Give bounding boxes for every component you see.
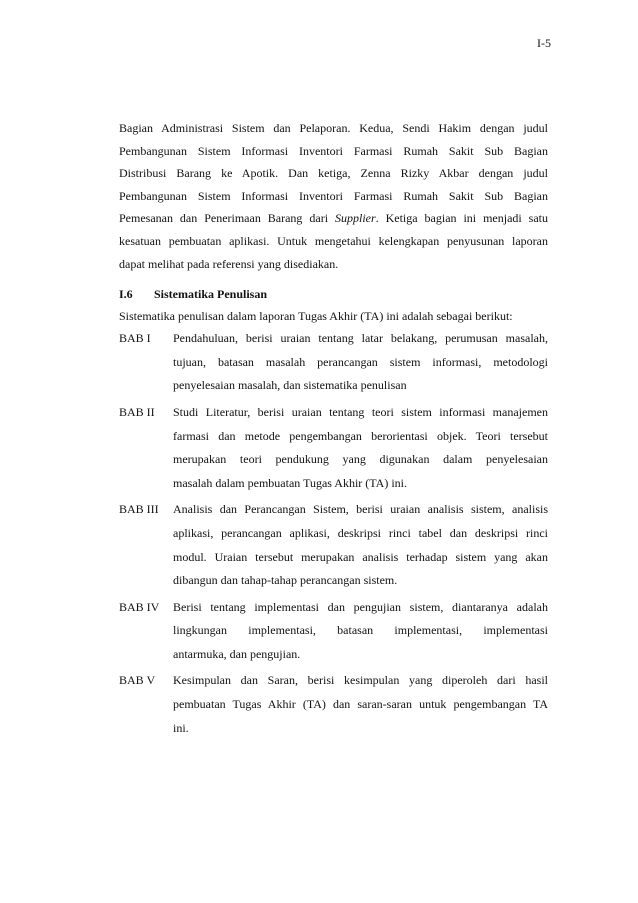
intro-line: Pembangunan Sistem Informasi Inventori Farmasi Rumah Sakit Sub Bagian — [119, 143, 548, 158]
intro-line-text: Pemesanan dan Penerimaan Barang dari — [119, 211, 335, 226]
chapter-line: Studi Literatur, berisi uraian tentang teori sistem informasi manajemen — [173, 404, 548, 419]
chapter-description — [173, 401, 548, 495]
chapter-line: dibangun dan tahap-tahap perancangan sistem. — [173, 573, 398, 588]
page-content — [119, 117, 548, 740]
intro-line: Pembangunan Sistem Informasi Inventori Farmasi Rumah Sakit Sub Bagian — [119, 188, 548, 203]
chapter-item — [119, 596, 548, 667]
intro-line: kesatuan pembuatan aplikasi. Untuk mengetahui kelengkapan penyusunan laporan — [119, 233, 548, 248]
chapter-line: Pendahuluan, berisi uraian tentang latar belakang, perumusan masalah, — [173, 331, 548, 346]
chapter-label: BAB V — [119, 673, 156, 688]
chapter-line: aplikasi, perancangan aplikasi, deskripsi rinci tabel dan deskripsi rinci — [173, 525, 548, 540]
chapter-line: Kesimpulan dan Saran, berisi kesimpulan yang diperoleh dari hasil — [173, 673, 548, 688]
chapter-label: BAB I — [119, 331, 151, 346]
supplier-term: Supplier — [334, 211, 376, 226]
chapter-label: BAB III — [119, 502, 159, 517]
chapter-description — [173, 596, 548, 667]
intro-line-text: . Ketiga bagian ini menjadi satu — [375, 211, 549, 226]
chapter-line: modul. Uraian tersebut merupakan analisis terhadap sistem yang akan — [173, 549, 548, 564]
chapter-line: penyelesaian masalah, dan sistematika penulisan — [173, 378, 407, 393]
section-number: I.6 — [119, 287, 133, 302]
intro-line: Distribusi Barang ke Apotik. Dan ketiga, Zenna Rizky Akbar dengan judul — [119, 166, 548, 181]
chapter-item — [119, 401, 548, 495]
chapter-line: tujuan, batasan masalah perancangan sistem informasi, metodologi — [173, 354, 548, 369]
chapter-line: antarmuka, dan pengujian. — [173, 646, 301, 661]
section-lead: Sistematika penulisan dalam laporan Tugas Akhir (TA) ini adalah sebagai berikut: — [119, 309, 513, 324]
chapter-label: BAB II — [119, 404, 155, 419]
chapter-line: farmasi dan metode pengembangan berorientasi objek. Teori tersebut — [173, 428, 548, 443]
page-number: I-5 — [537, 36, 551, 50]
chapter-line: masalah dalam pembuatan Tugas Akhir (TA) ini. — [173, 475, 407, 490]
chapter-item — [119, 327, 548, 398]
chapter-line: Analisis dan Perancangan Sistem, berisi uraian analisis sistem, analisis — [173, 502, 548, 517]
chapter-line: lingkungan implementasi, batasan implementasi, implementasi — [173, 623, 548, 638]
intro-line: Bagian Administrasi Sistem dan Pelaporan. Kedua, Sendi Hakim dengan judul — [119, 121, 548, 135]
chapter-label: BAB IV — [119, 599, 160, 614]
intro-line: dapat melihat pada referensi yang disediakan. — [119, 256, 339, 271]
intro-line — [119, 207, 548, 230]
intro-paragraph — [119, 117, 548, 275]
section-title: Sistematika Penulisan — [154, 287, 268, 302]
chapter-line: Berisi tentang implementasi dan pengujian sistem, diantaranya adalah — [173, 599, 548, 614]
chapter-line: pembuatan Tugas Akhir (TA) dan saran-saran untuk pengembangan TA — [173, 697, 548, 712]
chapter-description — [173, 669, 548, 740]
chapter-description — [173, 327, 548, 398]
chapter-description — [173, 498, 548, 592]
chapter-item — [119, 498, 548, 592]
chapter-item — [119, 669, 548, 740]
chapter-line: ini. — [173, 720, 189, 735]
section-heading — [119, 283, 548, 305]
chapter-line: merupakan teori pendukung yang digunakan dalam penyelesaian — [173, 452, 548, 467]
